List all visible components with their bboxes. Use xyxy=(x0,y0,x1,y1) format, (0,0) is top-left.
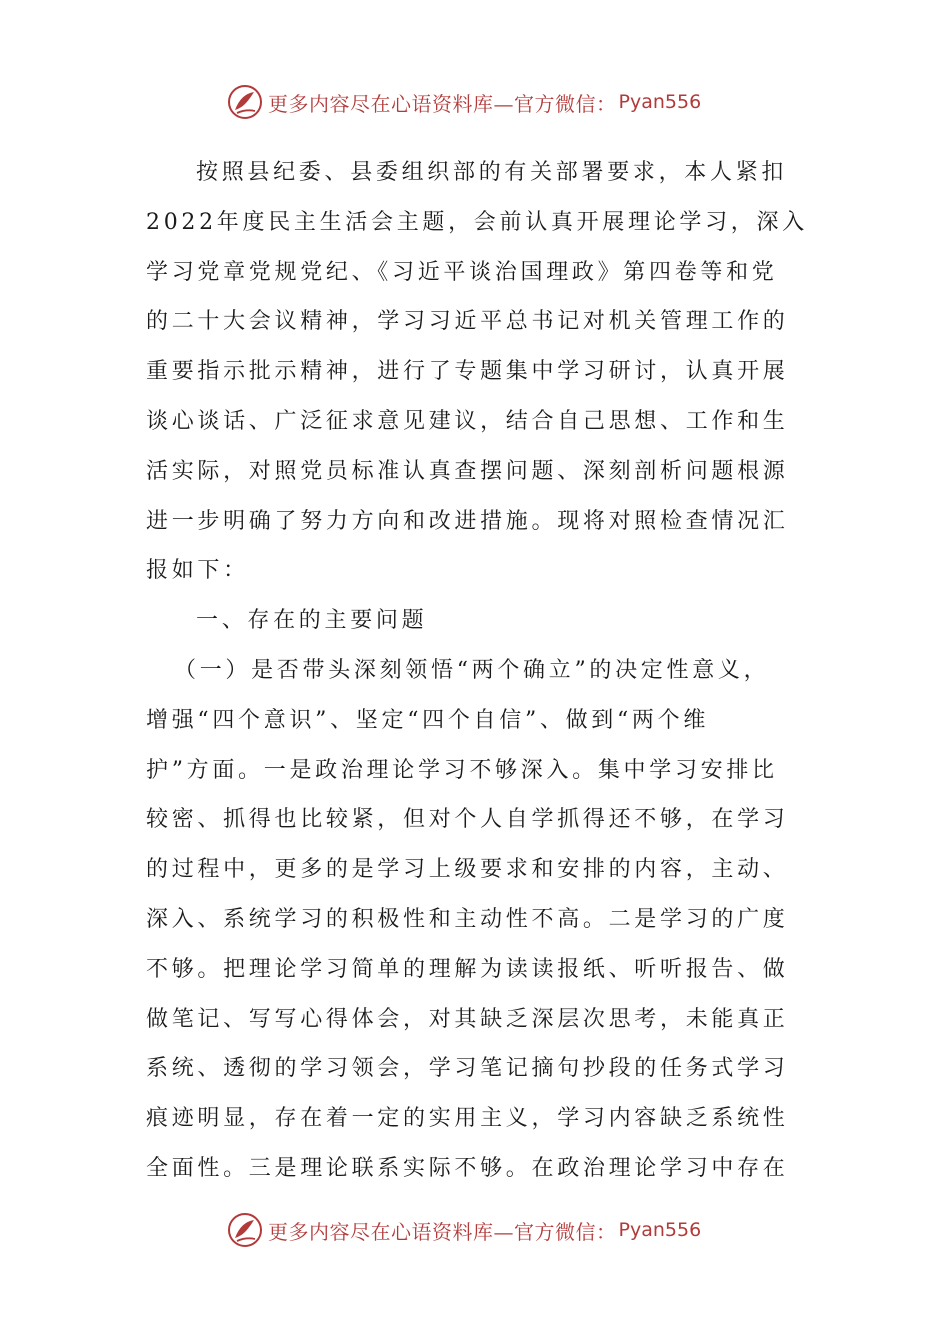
pen-logo-icon xyxy=(226,83,264,121)
paragraph-line: 2022年度民主生活会主题，会前认真开展理论学习，深入 xyxy=(146,209,808,235)
paragraph-line: 进一步明确了努力方向和改进措施。现将对照检查情况汇 xyxy=(146,508,789,534)
document-body xyxy=(146,148,810,1194)
watermark-handle-text: Pyan556 xyxy=(618,91,702,113)
paragraph-line: 护”方面。一是政治理论学习不够深入。集中学习安排比 xyxy=(146,757,778,783)
paragraph-line: 增强“四个意识”、坚定“四个自信”、做到“两个维 xyxy=(146,707,710,733)
section-heading: 一、存在的主要问题 xyxy=(196,608,428,634)
paragraph-line: 报如下： xyxy=(146,558,249,584)
paragraph-line: 系统、透彻的学习领会，学习笔记摘句抄段的任务式学习 xyxy=(146,1056,789,1082)
paragraph-line: 活实际，对照党员标准认真查摆问题、深刻剖析问题根源 xyxy=(146,458,789,484)
paragraph-line: 痕迹明显，存在着一定的实用主义，学习内容缺乏系统性 xyxy=(146,1106,789,1132)
paragraph-line: 较密、抓得也比较紧，但对个人自学抓得还不够，在学习 xyxy=(146,807,789,833)
watermark-handle-text: Pyan556 xyxy=(618,1219,702,1241)
paragraph-line: 学习党章党规党纪、《习近平谈治国理政》第四卷等和党 xyxy=(146,259,778,285)
watermark-brand-text: 更多内容尽在心语资料库—官方微信： xyxy=(268,91,617,116)
paragraph-line: 按照县纪委、县委组织部的有关部署要求，本人紧扣 xyxy=(196,160,788,185)
paragraph-line: 不够。把理论学习简单的理解为读读报纸、听听报告、做 xyxy=(146,956,789,982)
paragraph-line: 重要指示批示精神，进行了专题集中学习研讨，认真开展 xyxy=(146,359,789,385)
subsection-heading-line: （一）是否带头深刻领悟“两个确立”的决定性意义， xyxy=(174,657,770,683)
paragraph-line: 深入、系统学习的积极性和主动性不高。二是学习的广度 xyxy=(146,906,789,932)
paragraph-line: 的二十大会议精神，学习习近平总书记对机关管理工作的 xyxy=(146,309,789,335)
watermark-brand-text: 更多内容尽在心语资料库—官方微信： xyxy=(268,1219,617,1244)
paragraph-line: 的过程中，更多的是学习上级要求和安排的内容，主动、 xyxy=(146,857,789,883)
paragraph-line: 谈心谈话、广泛征求意见建议，结合自己思想、工作和生 xyxy=(146,408,789,434)
paragraph-line: 全面性。三是理论联系实际不够。在政治理论学习中存在 xyxy=(146,1155,789,1181)
watermark-banner-top xyxy=(226,82,701,122)
watermark-banner-bottom xyxy=(226,1210,701,1250)
pen-logo-icon xyxy=(226,1211,264,1249)
paragraph-line: 做笔记、写写心得体会，对其缺乏深层次思考，未能真正 xyxy=(146,1006,789,1032)
